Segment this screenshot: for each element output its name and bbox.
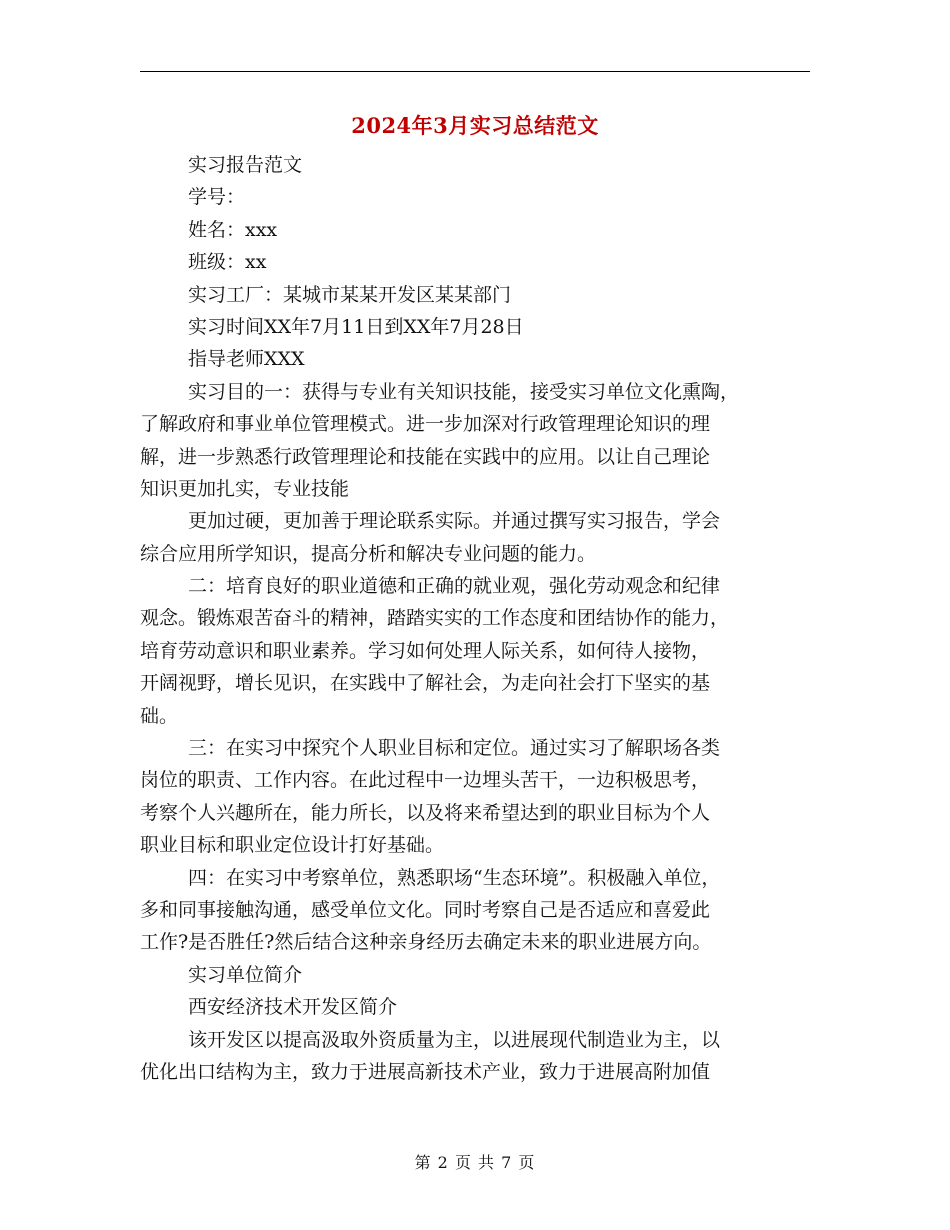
body-line: 职业目标和职业定位设计打好基础。 [140, 834, 445, 857]
body-line: 多和同事接触沟通，感受单位文化。同时考察自己是否适应和喜爱此 [140, 898, 711, 921]
body-line: 二：培育良好的职业道德和正确的就业观，强化劳动观念和纪律 [188, 575, 721, 598]
body-line: 班级：xx [188, 251, 267, 274]
body-line: 学号： [188, 186, 246, 209]
body-line: 础。 [140, 704, 179, 727]
body-line: 综合应用所学知识，提高分析和解决专业问题的能力。 [140, 542, 597, 565]
page-footer: 第 2 页 共 7 页 [414, 1153, 536, 1172]
body-line: 实习工厂：某城市某某开发区某某部门 [188, 283, 512, 306]
body-line: 知识更加扎实，专业技能 [140, 477, 350, 500]
body-line: 更加过硬，更加善于理论联系实际。并通过撰写实习报告，学会 [188, 510, 721, 533]
body-line: 培育劳动意识和职业素养。学习如何处理人际关系，如何待人接物， [140, 639, 711, 662]
header-rule [140, 71, 810, 72]
body-line: 考察个人兴趣所在，能力所长，以及将来希望达到的职业目标为个人 [140, 801, 711, 824]
document-body [140, 149, 810, 1088]
body-line: 姓名：xxx [188, 218, 278, 241]
body-line: 岗位的职责、工作内容。在此过程中一边埋头苦干，一边积极思考， [140, 769, 711, 792]
body-line: 工作?是否胜任?然后结合这种亲身经历去确定未来的职业进展方向。 [140, 931, 712, 954]
body-line: 解，进一步熟悉行政管理理论和技能在实践中的应用。以让自己理论 [140, 445, 711, 468]
body-line: 四：在实习中考察单位，熟悉职场“生态环境”。积极融入单位， [188, 866, 721, 889]
body-line: 开阔视野，增长见识，在实践中了解社会，为走向社会打下坚实的基 [140, 672, 711, 695]
body-line: 优化出口结构为主，致力于进展高新技术产业，致力于进展高附加值 [140, 1060, 711, 1083]
body-line: 实习单位简介 [188, 963, 303, 986]
body-line: 西安经济技术开发区简介 [188, 996, 398, 1019]
body-line: 实习目的一：获得与专业有关知识技能，接受实习单位文化熏陶， [188, 380, 740, 403]
body-line: 观念。锻炼艰苦奋斗的精神，踏踏实实的工作态度和团结协作的能力， [140, 607, 730, 630]
body-line: 了解政府和事业单位管理模式。进一步加深对行政管理理论知识的理 [140, 413, 711, 436]
document-title: 2024年3月实习总结范文 [351, 113, 599, 138]
body-line: 实习报告范文 [188, 154, 303, 176]
body-line: 实习时间XX年7月11日到XX年7月28日 [188, 315, 524, 338]
body-line: 该开发区以提高汲取外资质量为主，以进展现代制造业为主，以 [188, 1028, 721, 1051]
body-line: 三：在实习中探究个人职业目标和定位。通过实习了解职场各类 [188, 737, 721, 760]
body-line: 指导老师XXX [188, 348, 305, 371]
